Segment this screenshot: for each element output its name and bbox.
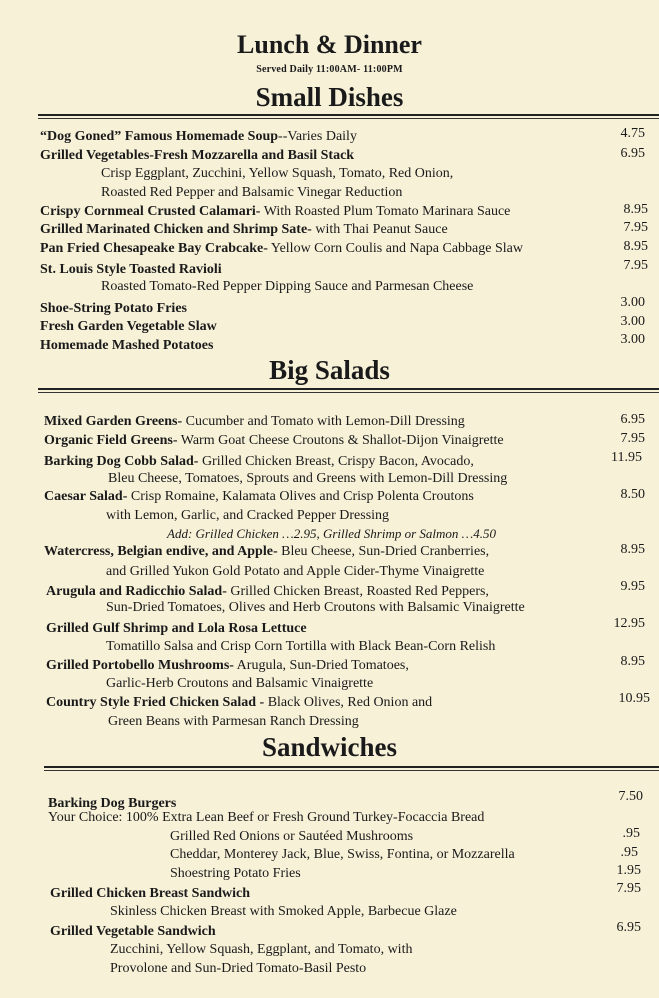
price: 3.00 [620,332,645,347]
section-divider [38,392,659,393]
menu-item-cobb-salad: Barking Dog Cobb Salad- Grilled Chicken Breast, Crispy Bacon, Avocado, [44,454,474,469]
section-title-big-salads: Big Salads [269,355,390,385]
menu-item-vegetable-slaw: Fresh Garden Vegetable Slaw [40,319,217,334]
price: 8.95 [620,542,645,557]
item-description: Skinless Chicken Breast with Smoked Apple, Barbecue Glaze [110,904,457,919]
menu-item-fried-chicken-salad: Country Style Fried Chicken Salad - Black Olives, Red Onion and [46,695,433,710]
page-title: Lunch & Dinner [237,30,422,59]
item-description: Roasted Red Pepper and Balsamic Vinegar Reduction [101,185,403,200]
item-description: Roasted Tomato-Red Pepper Dipping Sauce and Parmesan Cheese [101,279,474,294]
price: 7.50 [618,789,643,804]
price: 7.95 [623,220,648,235]
price: 3.00 [620,295,645,310]
item-description: Provolone and Sun-Dried Tomato-Basil Pesto [110,961,367,976]
price: 6.95 [616,920,641,935]
item-description: Green Beans with Parmesan Ranch Dressing [108,714,359,729]
menu-item-organic-field-greens: Organic Field Greens- Warm Goat Cheese Croutons & Shallot-Dijon Vinaigrette [44,433,504,448]
section-divider [38,114,659,116]
item-description: with Lemon, Garlic, and Cracked Pepper Dressing [106,508,390,523]
menu-item-barking-dog-burgers: Barking Dog Burgers [48,796,177,811]
price: 7.95 [623,258,648,273]
price: 3.00 [620,314,645,329]
section-title-small-dishes: Small Dishes [255,82,404,112]
item-description: Sun-Dried Tomatoes, Olives and Herb Croutons with Balsamic Vinaigrette [106,600,525,615]
menu-item-toasted-ravioli: St. Louis Style Toasted Ravioli [40,262,222,277]
menu-item-chicken-breast-sandwich: Grilled Chicken Breast Sandwich [50,886,251,901]
section-divider [38,118,659,119]
item-description: Your Choice: 100% Extra Lean Beef or Fresh Ground Turkey-Focaccia Bread [48,810,485,825]
serving-hours: Served Daily 11:00AM- 11:00PM [256,64,403,75]
item-description: Tomatillo Salsa and Crisp Corn Tortilla with Black Bean-Corn Relish [106,639,496,654]
price: 8.95 [623,239,648,254]
price: 8.95 [623,202,648,217]
item-description: Zucchini, Yellow Squash, Eggplant, and Tomato, with [110,942,413,957]
menu-item-potato-fries: Shoe-String Potato Fries [40,301,187,316]
menu-item-vegetable-sandwich: Grilled Vegetable Sandwich [50,924,216,939]
price: 9.95 [620,579,645,594]
price: 12.95 [613,616,645,631]
menu-item-watercress-salad: Watercress, Belgian endive, and Apple- Bleu Cheese, Sun-Dried Cranberries, [44,544,490,559]
item-description: Crisp Eggplant, Zucchini, Yellow Squash, Tomato, Red Onion, [101,166,454,181]
price: 4.75 [620,126,645,141]
menu-item-mashed-potatoes: Homemade Mashed Potatoes [40,338,214,353]
menu-item-crabcake: Pan Fried Chesapeake Bay Crabcake- Yellow Corn Coulis and Napa Cabbage Slaw [40,241,523,256]
section-divider [44,770,659,771]
add-on-options: Add: Grilled Chicken …2.95, Grilled Shrimp or Salmon …4.50 [167,526,496,541]
price: 8.50 [620,487,645,502]
section-divider [38,388,659,390]
item-description: Garlic-Herb Croutons and Balsamic Vinaigrette [106,676,374,691]
price: 7.95 [620,431,645,446]
price: .95 [620,845,638,860]
menu-item-arugula-radicchio-salad: Arugula and Radicchio Salad- Grilled Chicken Breast, Roasted Red Peppers, [46,584,489,599]
item-description: Bleu Cheese, Tomatoes, Sprouts and Greens with Lemon-Dill Dressing [108,471,508,486]
menu-item-caesar-salad: Caesar Salad- Crisp Romaine, Kalamata Olives and Crisp Polenta Croutons [44,489,474,504]
section-divider [44,766,659,768]
price: 11.95 [611,450,642,465]
price: 6.95 [620,412,645,427]
burger-addon-cheese: Cheddar, Monterey Jack, Blue, Swiss, Fontina, or Mozzarella [170,847,515,862]
menu-item-chicken-shrimp-sate: Grilled Marinated Chicken and Shrimp Sate- with Thai Peanut Sauce [40,222,448,237]
menu-item-calamari: Crispy Cornmeal Crusted Calamari- With Roasted Plum Tomato Marinara Sauce [40,204,511,219]
menu-item-soup: “Dog Goned” Famous Homemade Soup--Varies Daily [40,129,357,144]
price: 8.95 [620,654,645,669]
price: 6.95 [620,146,645,161]
section-title-sandwiches: Sandwiches [261,732,398,762]
item-description: and Grilled Yukon Gold Potato and Apple Cider-Thyme Vinaigrette [106,564,485,579]
menu-item-mixed-garden-greens: Mixed Garden Greens- Cucumber and Tomato with Lemon-Dill Dressing [44,414,465,429]
burger-addon-onions-mushrooms: Grilled Red Onions or Sautéed Mushrooms [170,829,414,844]
menu-item-portobello-mushrooms: Grilled Portobello Mushrooms- Arugula, Sun-Dried Tomatoes, [46,658,409,673]
price: .95 [622,826,640,841]
menu-item-gulf-shrimp: Grilled Gulf Shrimp and Lola Rosa Lettuce [46,621,307,636]
price: 10.95 [618,691,650,706]
menu-item-grilled-vegetables: Grilled Vegetables-Fresh Mozzarella and Basil Stack [40,148,355,163]
price: 7.95 [616,881,641,896]
price: 1.95 [616,863,641,878]
burger-addon-fries: Shoestring Potato Fries [170,866,301,881]
